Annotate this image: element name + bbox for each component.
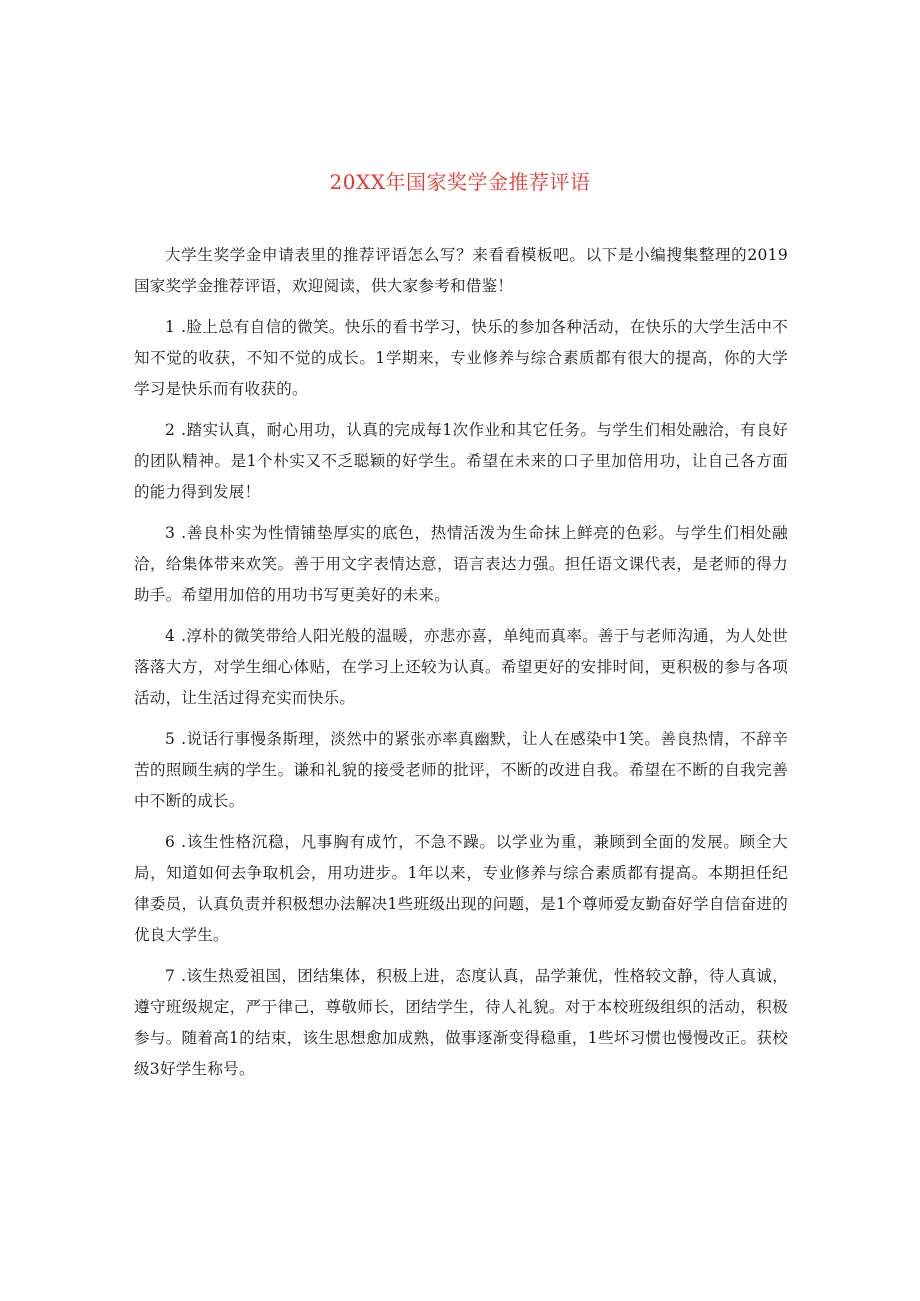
intro-paragraph: 大学生奖学金申请表里的推荐评语怎么写？来看看模板吧。以下是小编搜集整理的2019国家奖学金推荐评语，欢迎阅读，供大家参考和借鉴！ [134, 246, 788, 295]
document-body [134, 240, 788, 1095]
document-title: 20XX年国家奖学金推荐评语 [329, 170, 591, 194]
list-item [134, 415, 788, 508]
list-item [134, 312, 788, 405]
item-text: .该生热爱祖国，团结集体，积极上进，态度认真，品学兼优，性格较文静，待人真诚，遵守班级规定，严于律己，尊敬师长，团结学生，待人礼貌。对于本校班级组织的活动，积极参与。随着高1的结束，该生思想愈加成熟，做事逐渐变得稳重，1些坏习惯也慢慢改正。获校级3好学生称号。 [134, 967, 788, 1078]
item-number: 7 [165, 967, 176, 985]
list-item [134, 961, 788, 1085]
item-number: 2 [165, 421, 176, 439]
item-text: .该生性格沉稳，凡事胸有成竹，不急不躁。以学业为重，兼顾到全面的发展。顾全大局，知道如何去争取机会，用功进步。1年以来，专业修养与综合素质都有提高。本期担任纪律委员，认真负责并积极想办法解决1些班级出现的问题，是1个尊师爱友勤奋好学自信奋进的优良大学生。 [134, 833, 788, 944]
item-text: .善良朴实为性情铺垫厚实的底色，热情活泼为生命抹上鲜亮的色彩。与学生们相处融洽，给集体带来欢笑。善于用文字表情达意，语言表达力强。担任语文课代表，是老师的得力助手。希望用加倍的用功书写更美好的未来。 [134, 524, 788, 604]
list-item [134, 724, 788, 817]
item-text: .踏实认真，耐心用功，认真的完成每1次作业和其它任务。与学生们相处融洽，有良好的团队精神。是1个朴实又不乏聪颖的好学生。希望在未来的口子里加倍用功，让自己各方面的能力得到发展！ [134, 421, 788, 501]
item-number: 4 [165, 627, 176, 645]
list-item [134, 827, 788, 951]
item-number: 5 [165, 730, 176, 748]
item-text: .说话行事慢条斯理，淡然中的紧张亦率真幽默，让人在感染中1笑。善良热情，不辞辛苦的照顾生病的学生。谦和礼貌的接受老师的批评，不断的改进自我。希望在不断的自我完善中不断的成长。 [134, 730, 788, 810]
list-item [134, 621, 788, 714]
item-number: 6 [165, 833, 176, 851]
item-number: 1 [165, 318, 176, 336]
list-item [134, 518, 788, 611]
item-text: .脸上总有自信的微笑。快乐的看书学习，快乐的参加各种活动，在快乐的大学生活中不知不觉的收获，不知不觉的成长。1学期来，专业修养与综合素质都有很大的提高，你的大学学习是快乐而有收获的。 [134, 318, 788, 398]
item-text: .淳朴的微笑带给人阳光般的温暖，亦悲亦喜，单纯而真率。善于与老师沟通，为人处世落落大方，对学生细心体贴，在学习上还较为认真。希望更好的安排时间，更积极的参与各项活动，让生活过得充实而快乐。 [134, 627, 788, 707]
item-number: 3 [165, 524, 176, 542]
